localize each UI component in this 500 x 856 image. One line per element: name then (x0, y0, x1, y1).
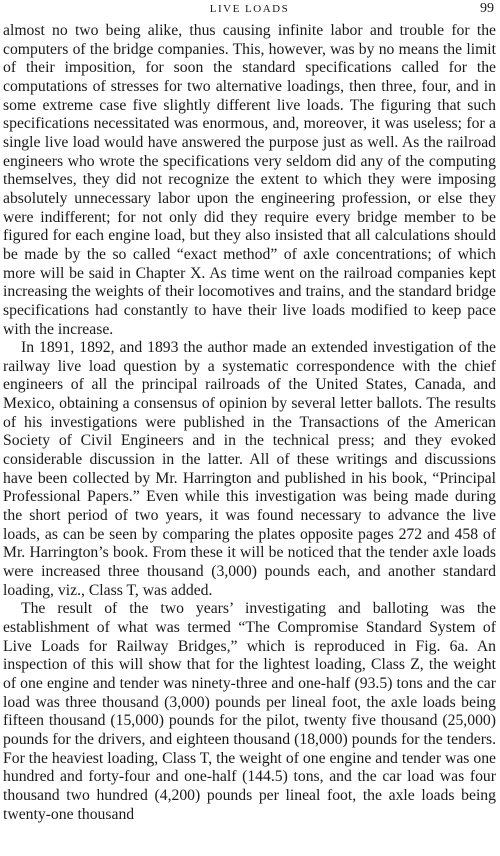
page-number: 99 (480, 1, 494, 16)
paragraph-continued: almost no two being alike, thus causing infinite labor and trouble for the computers of the bridge companies. This, however, was by no means the limit of their imposition, for soon the standard specifications called for the computations of stresses for two alternative loadings, then three, four, and in some extreme case five slightly different live loads. The figuring that such specifications necessitated was enormous, and, moreover, it was useless; for a single live load would have answered the purpose just as well. As the railroad engineers who wrote the specifications very seldom did any of the computing themselves, they did not recognize the extent to which they were imposing absolutely unnecessary labor upon the engineering profession, or else they were indifferent; for not only did they require every bridge member to be figured for each engine load, but they also insisted that all calculations should be made by the so called “exact method” of axle concentrations; of which more will be said in Chapter X. As time went on the railroad companies kept increasing the weights of their locomotives and trains, and the standard bridge specifications had constantly to have their live loads modified to keep pace with the increase. (3, 22, 496, 338)
running-head (3, 0, 496, 22)
paragraph: The result of the two years’ investigating and balloting was the establishment of what was termed “The Compromise Standard System of Live Loads for Railway Bridges,” which is reproduced in Fig. 6a. An inspection of this will show that for the lightest loading, Class Z, the weight of one engine and tender was ninety-three and one-half (93.5) tons and the car load was three thousand (3,000) pounds per lineal foot, the axle loads being fifteen thousand (15,000) pounds for the pilot, twenty five thousand (25,000) pounds for the drivers, and eighteen thousand (18,000) pounds for the tenders. For the heaviest loading, Class T, the weight of one engine and tender was one hundred and forty-four and one-half (144.5) tons, and the car load was four thousand two hundred (4,200) pounds per lineal foot, the axle loads being twenty-one thousand (3, 600, 496, 823)
paragraph: In 1891, 1892, and 1893 the author made an extended investigation of the railway live load question by a systematic correspondence with the chief engineers of all the principal railroads of the United States, Canada, and Mexico, obtaining a consensus of opinion by several letter ballots. The results of his investigations were published in the Transactions of the American Society of Civil Engineers and in the technical press; and they evoked considerable discussion in the latter. All of these writings and discussions have been collected by Mr. Harrington and published in his book, “Principal Professional Papers.” Even while this investigation was being made during the short period of two years, it was found necessary to advance the live loads, as can be seen by comparing the plates opposite pages 272 and 458 of Mr. Harrington’s book. From these it will be noticed that the tender axle loads were increased three thousand (3,000) pounds each, and another standard loading, viz., Class T, was added. (3, 339, 496, 599)
body-text (3, 22, 496, 824)
running-title: LIVE LOADS (209, 3, 290, 15)
